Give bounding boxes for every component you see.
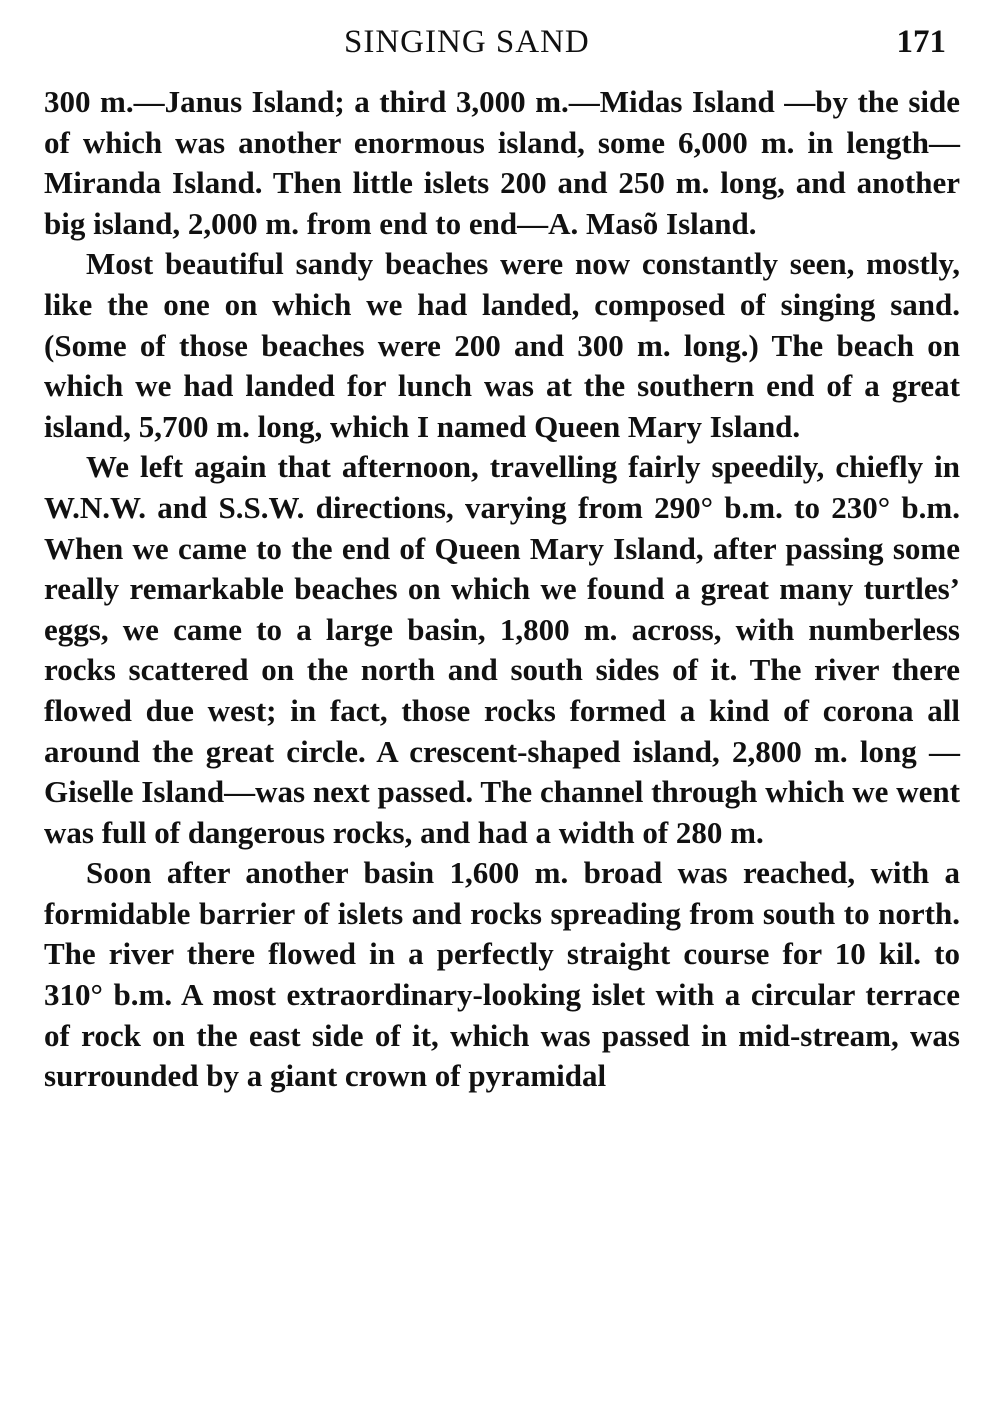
book-page (44, 18, 960, 1097)
page-number: 171 (896, 24, 946, 60)
paragraph: We left again that afternoon, travelling fairly speedily, chiefly in W.N.W. and S.S.W. directions, varying from 290° b.m. to 230° b.m. When we came to the end of Queen Mary Island, after passing some really remarkable beaches on which we found a great many turtles’ eggs, we came to a large basin, 1,800 m. across, with numberless rocks scattered on the north and south sides of it. The river there flowed due west; in fact, those rocks formed a kind of corona all around the great circle. A crescent-shaped island, 2,800 m. long —Giselle Island—was next passed. The channel through which we went was full of dangerous rocks, and had a width of 280 m. (44, 449, 960, 850)
page-header (44, 18, 960, 66)
paragraph: Soon after another basin 1,600 m. broad was reached, with a formidable barrier of islets and rocks spreading from south to north. The river there flowed in a perfectly straight course for 10 kil. to 310° b.m. A most extraordinary-looking islet with a circular terrace of rock on the east side of it, which was passed in mid-stream, was surrounded by a giant crown of pyramidal (44, 855, 960, 1094)
paragraph: Most beautiful sandy beaches were now constantly seen, mostly, like the one on which we had landed, composed of singing sand. (Some of those beaches were 200 and 300 m. long.) The beach on which we had landed for lunch was at the southern end of a great island, 5,700 m. long, which I named Queen Mary Island. (44, 246, 960, 444)
running-title: SINGING SAND (344, 24, 590, 60)
paragraph: 300 m.—Janus Island; a third 3,000 m.—Midas Island —by the side of which was another enormous island, some 6,000 m. in length—Miranda Island. Then little islets 200 and 250 m. long, and another big island, 2,000 m. from end to end—A. Masõ Island. (44, 84, 960, 241)
body-text (44, 82, 960, 1097)
